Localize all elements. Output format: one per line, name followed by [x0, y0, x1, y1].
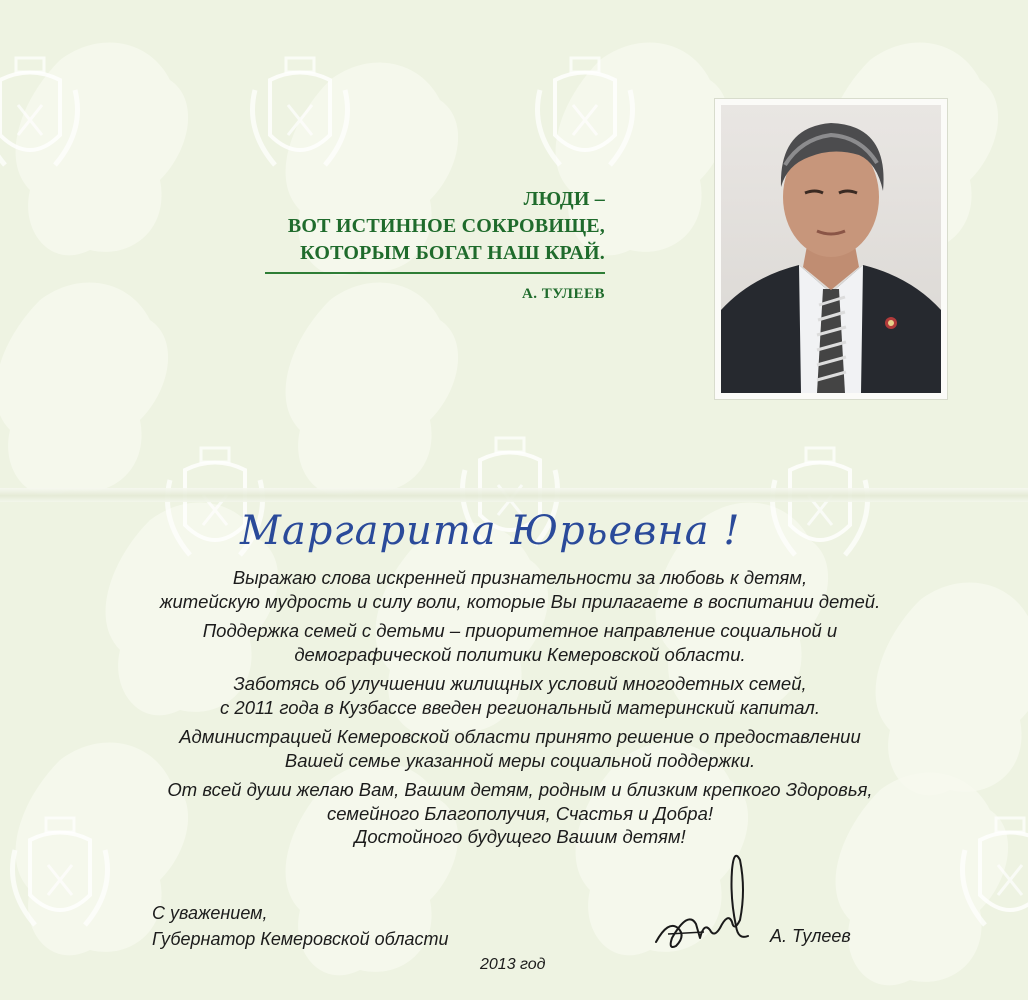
body-line: демографической политики Кемеровской области. — [294, 643, 746, 665]
card-fold-line — [0, 488, 1028, 502]
quote-underline — [265, 272, 605, 274]
body-line: Вашей семье указанной меры социальной поддержки. — [284, 749, 756, 771]
body-paragraph — [100, 672, 940, 719]
portrait-image — [721, 105, 941, 393]
body-line: Заботясь об улучшении жилищных условий многодетных семей, — [233, 673, 807, 694]
body-paragraph — [100, 566, 940, 613]
body-line: Поддержка семей с детьми – приоритетное направление социальной и — [202, 620, 838, 641]
body-line: Администрацией Кемеровской области принято решение о предоставлении — [179, 726, 861, 747]
closing-block — [152, 900, 449, 952]
handwritten-salutation: Маргарита Юрьевна ! — [240, 508, 741, 554]
closing-regards: С уважением, — [152, 903, 268, 923]
quote-author: А. ТУЛЕЕВ — [521, 286, 605, 302]
quote-line: ЛЮДИ – — [523, 188, 605, 210]
body-line: семейного Благополучия, Счастья и Добра! — [326, 802, 714, 824]
body-paragraph — [100, 778, 940, 849]
closing-position: Губернатор Кемеровской области — [152, 929, 449, 949]
body-line: житейскую мудрость и силу воли, которые Вы прилагаете в воспитании детей. — [159, 590, 881, 612]
body-line: с 2011 года в Кузбассе введен региональный материнский капитал. — [220, 696, 820, 718]
body-line: От всей души желаю Вам, Вашим детям, родным и близким крепкого Здоровья, — [167, 779, 873, 800]
portrait-photo — [714, 98, 948, 400]
body-paragraph — [100, 725, 940, 772]
quote-block — [240, 186, 605, 303]
quote-line: КОТОРЫМ БОГАТ НАШ КРАЙ. — [300, 242, 605, 264]
signer-name: А. Тулеев — [770, 926, 851, 946]
letter-year: 2013 год — [480, 956, 546, 973]
letter-body — [100, 566, 940, 855]
body-line: Достойного будущего Вашим детям! — [354, 826, 686, 847]
body-paragraph — [100, 619, 940, 666]
quote-line: ВОТ ИСТИННОЕ СОКРОВИЩЕ, — [287, 215, 605, 237]
handwritten-signature — [648, 850, 758, 960]
body-line: Выражаю слова искренней признательности за любовь к детям, — [232, 567, 808, 588]
